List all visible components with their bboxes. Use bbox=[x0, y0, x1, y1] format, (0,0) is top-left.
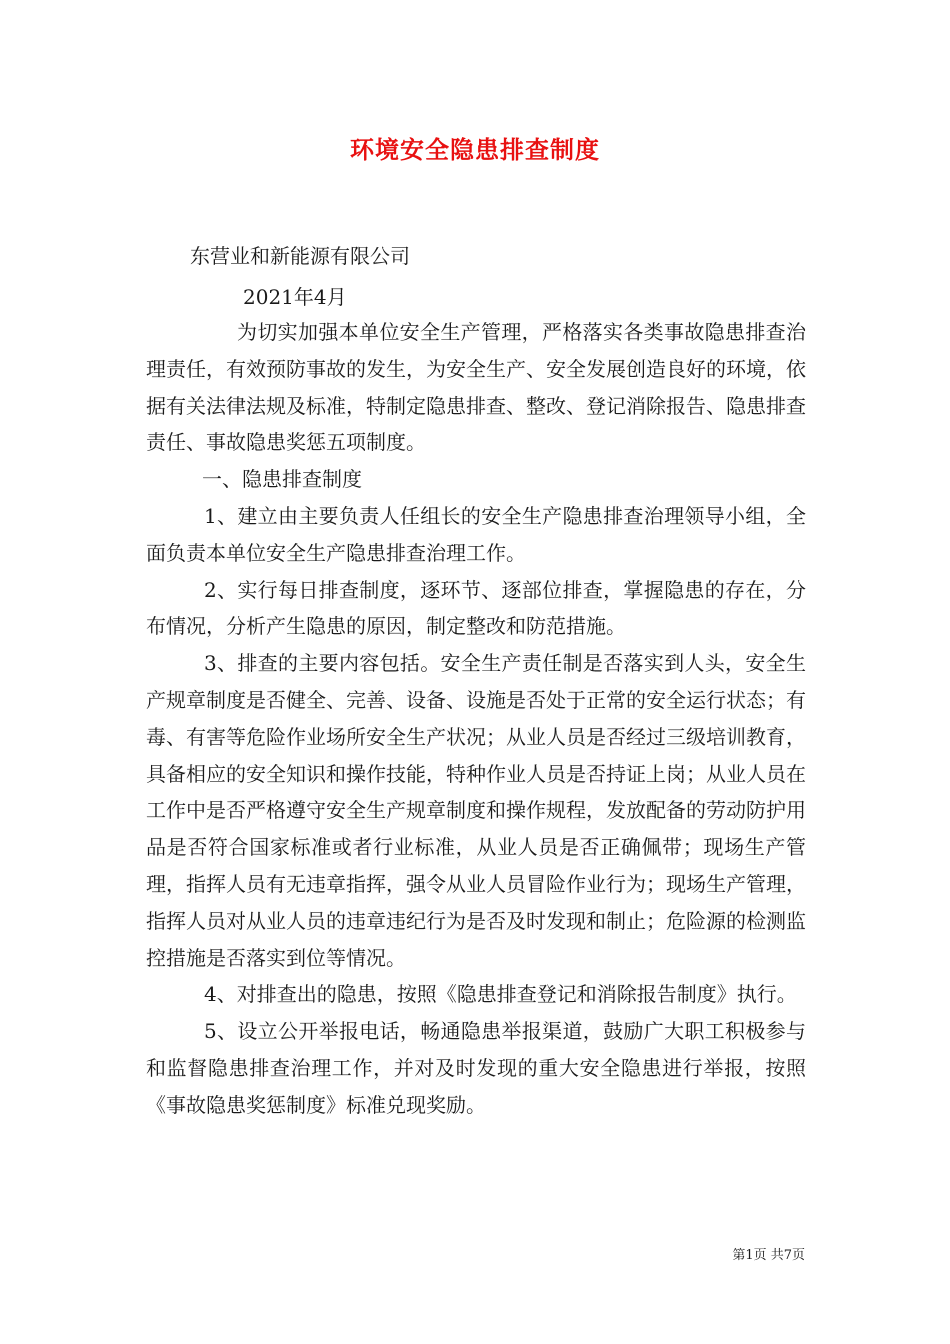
list-item: 2、实行每日排查制度，逐环节、逐部位排查，掌握隐患的存在，分布情况，分析产生隐患的原因，制定整改和防范措施。 bbox=[146, 577, 806, 639]
section-heading: 一、隐患排查制度 bbox=[202, 467, 362, 492]
document-body bbox=[146, 314, 806, 1124]
list-item: 5、设立公开举报电话，畅通隐患举报渠道，鼓励广大职工积极参与和监督隐患排查治理工作，并对及时发现的重大安全隐患进行举报，按照《事故隐患奖惩制度》标准兑现奖励。 bbox=[146, 1019, 806, 1117]
document-title: 环境安全隐患排查制度 bbox=[350, 136, 600, 164]
intro-paragraph: 为切实加强本单位安全生产管理，严格落实各类事故隐患排查治理责任，有效预防事故的发生，为安全生产、安全发展创造良好的环境，依据有关法律法规及标准，特制定隐患排查、整改、登记消除报告、隐患排查责任、事故隐患奖惩五项制度。 bbox=[146, 320, 806, 455]
list-item: 1、建立由主要负责人任组长的安全生产隐患排查治理领导小组，全面负责本单位安全生产隐患排查治理工作。 bbox=[146, 503, 806, 565]
document-date: 2021年4月 bbox=[243, 285, 347, 309]
list-item: 4、对排查出的隐患，按照《隐患排查登记和消除报告制度》执行。 bbox=[204, 982, 797, 1007]
organization-name: 东营业和新能源有限公司 bbox=[190, 244, 410, 268]
list-item: 3、排查的主要内容包括。安全生产责任制是否落实到人头，安全生产规章制度是否健全、完善、设备、设施是否处于正常的安全运行状态；有毒、有害等危险作业场所安全生产状况；从业人员是否经过三级培训教育，具备相应的安全知识和操作技能，特种作业人员是否持证上岗；从业人员在工作中是否严格遵守安全生产规章制度和操作规程，发放配备的劳动防护用品是否符合国家标准或者行业标准，从业人员是否正确佩带；现场生产管理，指挥人员有无违章指挥，强令从业人员冒险作业行为；现场生产管理，指挥人员对从业人员的违章违纪行为是否及时发现和制止；危险源的检测监控措施是否落实到位等情况。 bbox=[146, 651, 806, 970]
page-number: 第1页 共7页 bbox=[732, 1248, 805, 1263]
